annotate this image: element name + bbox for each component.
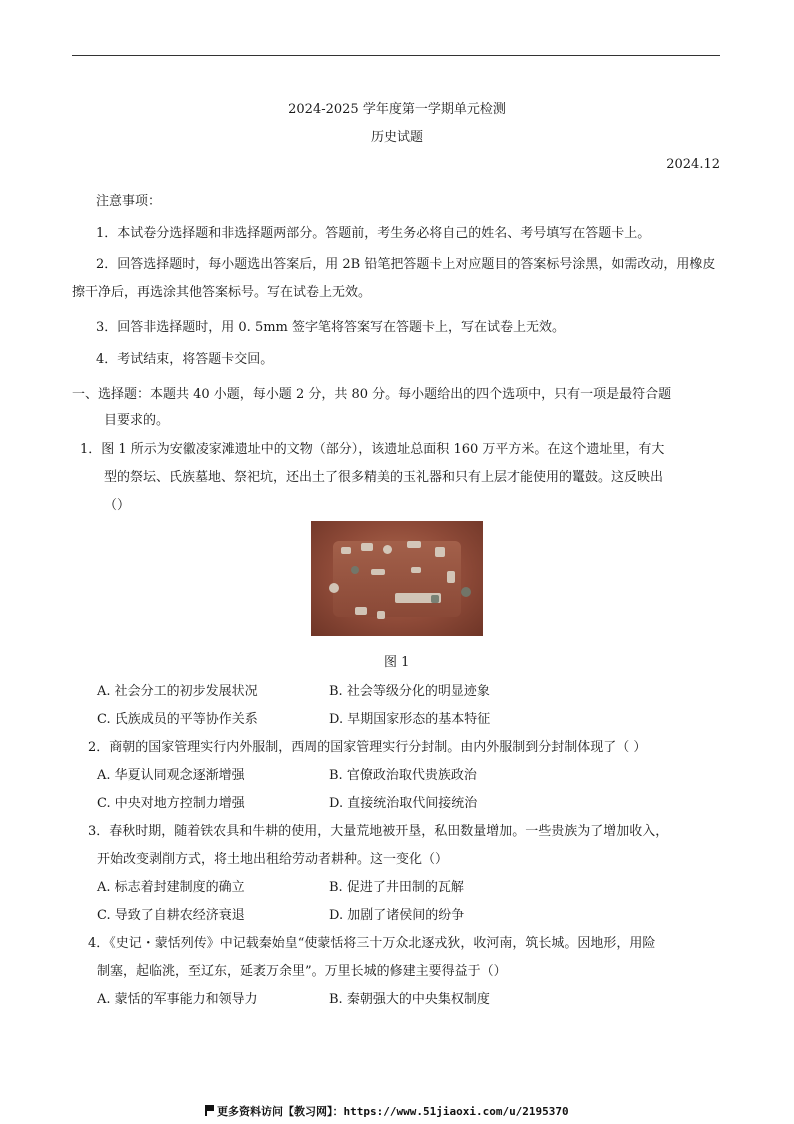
option-a[interactable]: A. 社会分工的初步发展状况 (97, 684, 258, 699)
question-1-text: （） (104, 498, 131, 513)
question-4-text: 制塞，起临洮，至辽东，延袤万余里”。万里长城的修建主要得益于（） (97, 964, 507, 979)
question-1-text: 1．图 1 所示为安徽凌家滩遗址中的文物（部分），该遗址总面积 160 万平方米。在这个遗址里，有大 (80, 442, 665, 457)
option-c[interactable]: C. 氏族成员的平等协作关系 (97, 712, 258, 727)
option-d[interactable]: D. 早期国家形态的基本特征 (329, 712, 491, 727)
notice-item: 1．本试卷分选择题和非选择题两部分。答题前，考生务必将自己的姓名、考号填写在答题卡上。 (96, 226, 651, 241)
notice-item: 2．回答选择题时，每小题选出答案后，用 2B 铅笔把答题卡上对应题目的答案标号涂黑，如需改动，用橡皮擦干净后，再选涂其他答案标号。写在试卷上无效。 (72, 257, 716, 300)
option-a[interactable]: A. 华夏认同观念逐渐增强 (97, 768, 245, 783)
option-d[interactable]: D. 直接统治取代间接统治 (329, 796, 478, 811)
option-b[interactable]: B. 促进了井田制的瓦解 (329, 880, 464, 895)
question-1-text: 型的祭坛、氏族墓地、祭祀坑，还出土了很多精美的玉礼器和只有上层才能使用的鼍鼓。这反映出 (104, 470, 664, 485)
option-c[interactable]: C. 中央对地方控制力增强 (97, 796, 245, 811)
footer-text: 更多资料访问【教习网】：https://www.51jiaoxi.com/u/2195370 (217, 1105, 569, 1118)
option-b[interactable]: B. 社会等级分化的明显迹象 (329, 684, 490, 699)
option-a[interactable]: A. 标志着封建制度的确立 (97, 880, 245, 895)
figure-1-image (311, 521, 483, 636)
option-b[interactable]: B. 秦朝强大的中央集权制度 (329, 992, 490, 1007)
notice-heading: 注意事项： (96, 194, 162, 209)
header-rule (72, 55, 720, 56)
option-d[interactable]: D. 加剧了诸侯间的纷争 (329, 908, 465, 923)
flag-icon (205, 1105, 214, 1116)
question-4-text: 4．《史记・蒙恬列传》中记载秦始皇“使蒙恬将三十万众北逐戎狄，收河南，筑长城。因地形，用险 (88, 936, 656, 951)
exam-title: 2024-2025 学年度第一学期单元检测 (288, 102, 506, 117)
question-3-text: 开始改变剥削方式，将土地出租给劳动者耕种。这一变化（） (97, 852, 449, 867)
option-c[interactable]: C. 导致了自耕农经济衰退 (97, 908, 245, 923)
notice-item: 3．回答非选择题时，用 0. 5mm 签字笔将答案写在答题卡上，写在试卷上无效。 (96, 320, 565, 335)
exam-date: 2024.12 (666, 157, 720, 172)
footer-link[interactable] (205, 1103, 569, 1119)
option-a[interactable]: A. 蒙恬的军事能力和领导力 (97, 992, 258, 1007)
notice-item: 4．考试结束，将答题卡交回。 (96, 352, 274, 367)
figure-1-caption: 图 1 (384, 655, 410, 670)
exam-subject: 历史试题 (370, 130, 423, 145)
question-2-text: 2．商朝的国家管理实行内外服制，西周的国家管理实行分封制。由内外服制到分封制体现了（ ） (88, 740, 647, 755)
option-b[interactable]: B. 官僚政治取代贵族政治 (329, 768, 477, 783)
question-3-text: 3．春秋时期，随着铁农具和牛耕的使用，大量荒地被开垦，私田数量增加。一些贵族为了增加收入， (88, 824, 669, 839)
section-heading-cont: 目要求的。 (104, 413, 170, 428)
section-heading: 一、选择题：本题共 40 小题，每小题 2 分，共 80 分。每小题给出的四个选项中，只有一项是最符合题 (72, 387, 672, 402)
